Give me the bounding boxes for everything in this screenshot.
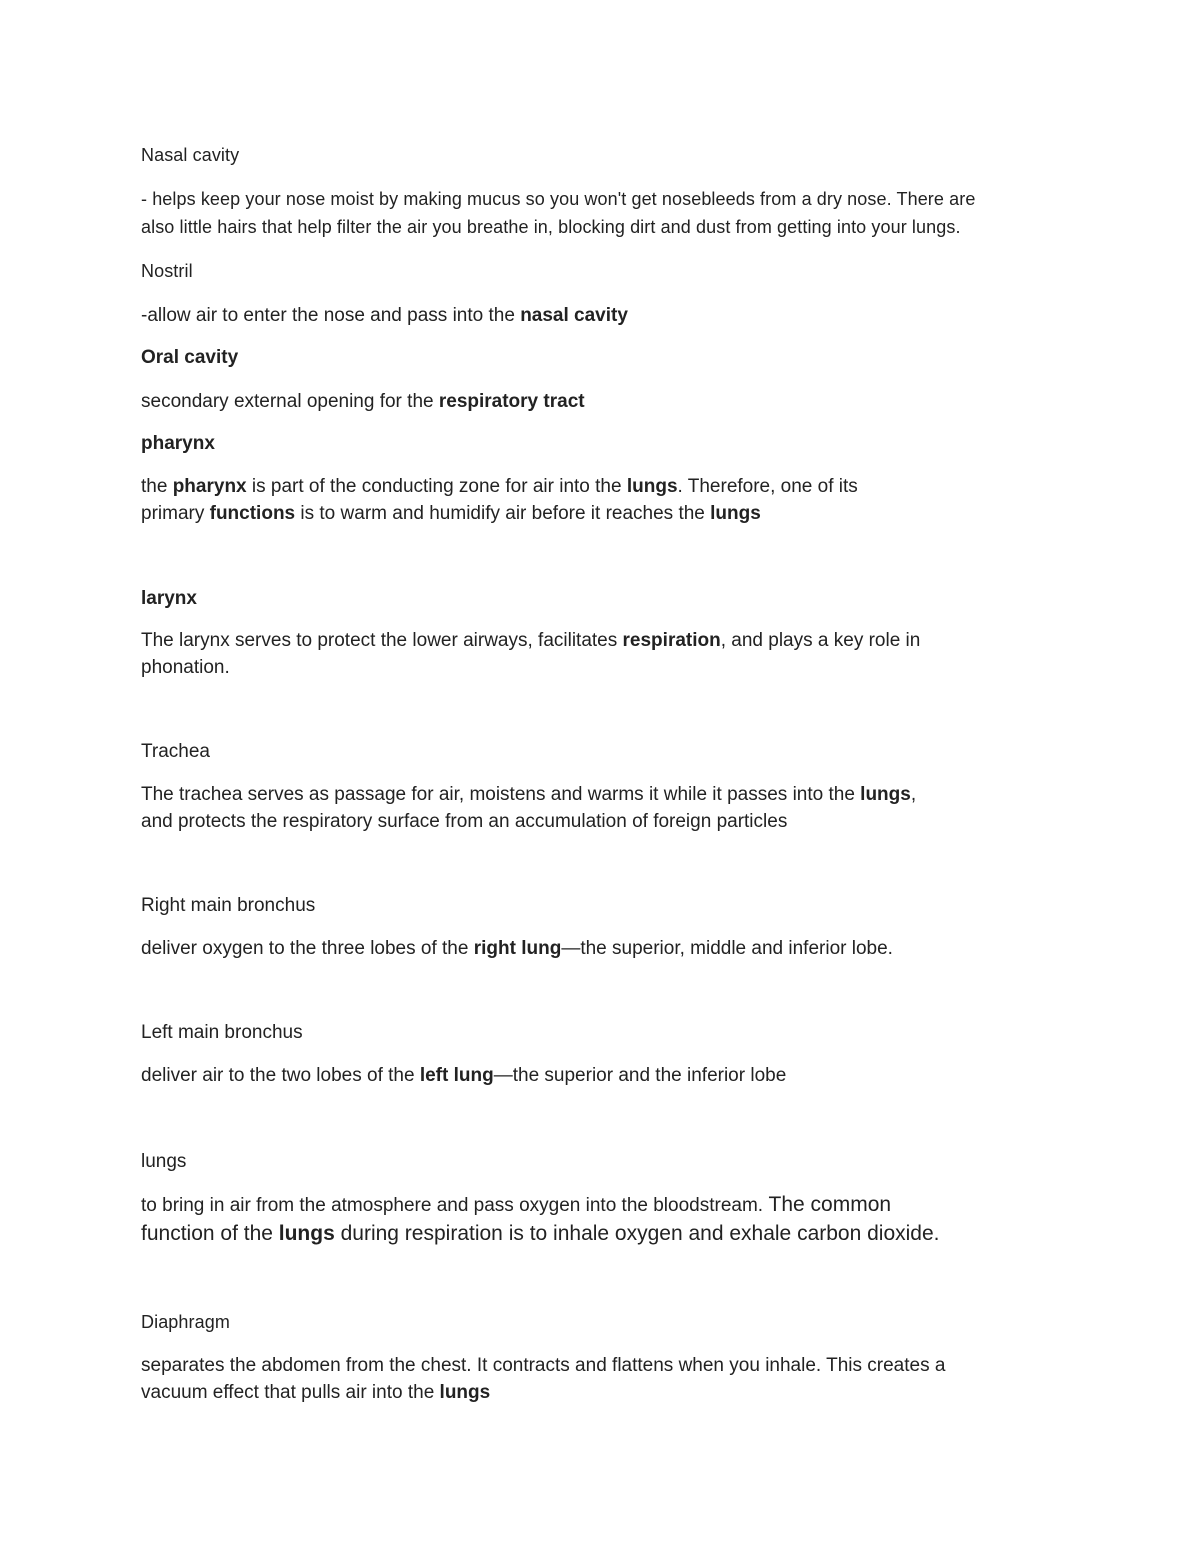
right-bronchus-text: [141, 938, 893, 960]
pharynx-l2-c: is to warm and humidify air before it reaches the: [295, 503, 711, 524]
pharynx-l2-d: lungs: [710, 503, 761, 524]
lungs-l1-a: to bring in air from the atmosphere and pass oxygen into the bloodstream.: [141, 1195, 764, 1216]
larynx-heading-bold: larynx: [141, 588, 197, 609]
left-bronchus-b: left lung: [419, 1065, 494, 1086]
nostril-text: [141, 305, 628, 327]
pharynx-l1-a: the: [141, 476, 173, 497]
larynx-text-line-2: phonation.: [141, 657, 230, 678]
oral-cavity-text: [141, 391, 585, 413]
pharynx-l1-d: lungs: [626, 476, 678, 497]
pharynx-l1-b: pharynx: [172, 476, 247, 497]
nasal-cavity-heading: Nasal cavity: [141, 145, 240, 165]
trachea-text-line-1: [141, 784, 916, 806]
diaphragm-l2-a: vacuum effect that pulls air into the: [141, 1382, 440, 1403]
pharynx-l2-a: primary: [141, 503, 210, 524]
left-bronchus-text: [141, 1065, 786, 1087]
nostril-heading: Nostril: [141, 261, 193, 281]
pharynx-l1-c: is part of the conducting zone for air into the: [246, 476, 627, 497]
trachea-text-line-2: and protects the respiratory surface from an accumulation of foreign particles: [141, 811, 788, 832]
trachea-l1-c: ,: [910, 784, 917, 805]
left-bronchus-heading: Left main bronchus: [141, 1022, 303, 1043]
diaphragm-text-line-2: [141, 1382, 490, 1404]
lungs-l2-c: during respiration is to inhale oxygen and exhale carbon dioxide.: [334, 1222, 940, 1245]
lungs-l1-b: The common: [763, 1193, 892, 1216]
right-bronchus-a: deliver oxygen to the three lobes of the: [141, 938, 474, 959]
right-bronchus-heading: Right main bronchus: [141, 895, 316, 916]
left-bronchus-a: deliver air to the two lobes of the: [141, 1065, 420, 1086]
lungs-l2-a: function of the: [141, 1222, 279, 1245]
right-bronchus-b: right lung: [473, 938, 562, 959]
oral-cavity-heading: [141, 347, 238, 369]
left-bronchus-c: —the superior and the inferior lobe: [493, 1065, 787, 1086]
trachea-l1-a: The trachea serves as passage for air, moistens and warms it while it passes into the: [141, 784, 861, 805]
pharynx-l1-e: . Therefore, one of its: [677, 476, 858, 497]
nasal-cavity-text-line-2: also little hairs that help filter the air you breathe in, blocking dirt and dust from getting into your lungs.: [141, 217, 961, 237]
lungs-text-line-2: [141, 1222, 940, 1246]
pharynx-text-line-1: [141, 476, 858, 498]
larynx-l1-c: , and plays a key role in: [720, 630, 921, 651]
larynx-text-line-1: [141, 630, 920, 652]
lungs-heading: lungs: [141, 1151, 187, 1172]
oral-cavity-text-bold: respiratory tract: [438, 391, 585, 412]
nostril-text-bold: nasal cavity: [520, 305, 628, 326]
diaphragm-text-line-1: separates the abdomen from the chest. It contracts and flattens when you inhale. This creates a: [141, 1355, 946, 1376]
larynx-heading: [141, 588, 197, 610]
pharynx-l2-b: functions: [209, 503, 296, 524]
trachea-l1-b: lungs: [860, 784, 911, 805]
pharynx-text-line-2: [141, 503, 761, 525]
pharynx-heading-bold: pharynx: [141, 433, 215, 454]
diaphragm-heading: Diaphragm: [141, 1312, 230, 1332]
pharynx-heading: [141, 433, 215, 455]
lungs-l2-b: lungs: [278, 1222, 335, 1245]
larynx-l1-a: The larynx serves to protect the lower airways, facilitates: [141, 630, 623, 651]
oral-cavity-heading-bold: Oral cavity: [141, 347, 239, 368]
right-bronchus-c: —the superior, middle and inferior lobe.: [561, 938, 893, 959]
larynx-l1-b: respiration: [622, 630, 721, 651]
nostril-text-plain: -allow air to enter the nose and pass into the: [141, 305, 521, 326]
diaphragm-l2-b: lungs: [439, 1382, 491, 1403]
nasal-cavity-text-line-1: - helps keep your nose moist by making mucus so you won't get nosebleeds from a dry nose. There are: [141, 189, 976, 209]
lungs-text-line-1: [141, 1193, 891, 1217]
oral-cavity-text-plain: secondary external opening for the: [141, 391, 439, 412]
trachea-heading: Trachea: [141, 741, 210, 762]
